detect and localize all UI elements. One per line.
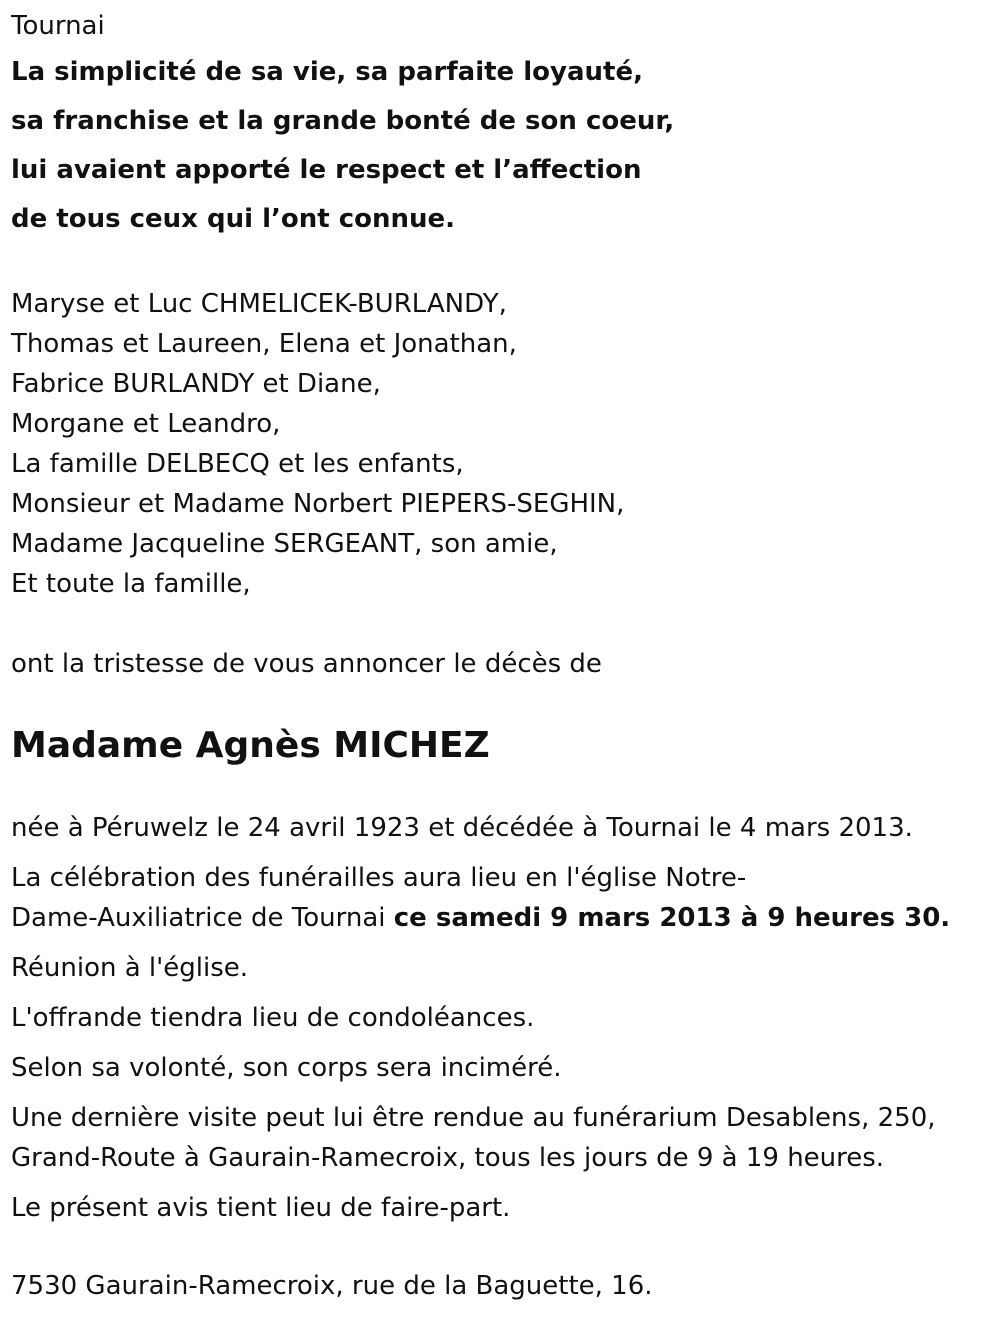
funeral-details — [11, 808, 986, 1228]
visit-paragraph — [11, 1098, 986, 1178]
family-line-2: Thomas et Laureen, Elena et Jonathan, — [11, 329, 517, 359]
funeral-location-text: Dame-Auxiliatrice de Tournai — [11, 903, 394, 933]
reunion-text: Réunion à l'église. — [11, 953, 249, 983]
notice-paragraph — [11, 1188, 986, 1228]
notice-text: Le présent avis tient lieu de faire-part. — [11, 1193, 511, 1223]
visit-text-line-2: Grand-Route à Gaurain-Ramecroix, tous les jours de 9 à 19 heures. — [11, 1143, 885, 1173]
funeral-text-line-1: La célébration des funérailles aura lieu en l'église Notre- — [11, 863, 747, 893]
offering-paragraph — [11, 998, 986, 1038]
deceased-name: Madame Agnès MICHEZ — [11, 725, 490, 766]
obituary-notice — [11, 0, 986, 1306]
quote-line-2: sa franchise et la grande bonté de son coeur, — [11, 106, 675, 136]
funeral-paragraph — [11, 858, 986, 938]
funeral-datetime-text: ce samedi 9 mars 2013 à 9 heures 30. — [393, 903, 951, 933]
birth-death-text: née à Péruwelz le 24 avril 1923 et décédée à Tournai le 4 mars 2013. — [11, 813, 913, 843]
quote-line-4: de tous ceux qui l’ont connue. — [11, 204, 456, 234]
city-heading: Tournai — [11, 11, 105, 41]
offering-text: L'offrande tiendra lieu de condoléances. — [11, 1003, 535, 1033]
reunion-paragraph — [11, 948, 986, 988]
cremation-paragraph — [11, 1048, 986, 1088]
birth-death-paragraph — [11, 808, 986, 848]
memorial-quote — [11, 48, 986, 244]
family-line-6: Monsieur et Madame Norbert PIEPERS-SEGHIN, — [11, 489, 625, 519]
funeral-text-line-2 — [11, 898, 986, 938]
family-line-8: Et toute la famille, — [11, 569, 251, 599]
family-line-4: Morgane et Leandro, — [11, 409, 281, 439]
announcement-text: ont la tristesse de vous annoncer le décès de — [11, 649, 602, 679]
family-line-3: Fabrice BURLANDY et Diane, — [11, 369, 381, 399]
family-address: 7530 Gaurain-Ramecroix, rue de la Baguette, 16. — [11, 1271, 653, 1301]
family-line-7: Madame Jacqueline SERGEANT, son amie, — [11, 529, 558, 559]
family-line-5: La famille DELBECQ et les enfants, — [11, 449, 464, 479]
visit-text-line-1: Une dernière visite peut lui être rendue au funérarium Desablens, 250, — [11, 1103, 936, 1133]
family-list — [11, 284, 986, 604]
cremation-text: Selon sa volonté, son corps sera inciméré. — [11, 1053, 562, 1083]
quote-line-3: lui avaient apporté le respect et l’affection — [11, 155, 642, 185]
quote-line-1: La simplicité de sa vie, sa parfaite loyauté, — [11, 57, 643, 87]
family-line-1: Maryse et Luc CHMELICEK-BURLANDY, — [11, 289, 507, 319]
